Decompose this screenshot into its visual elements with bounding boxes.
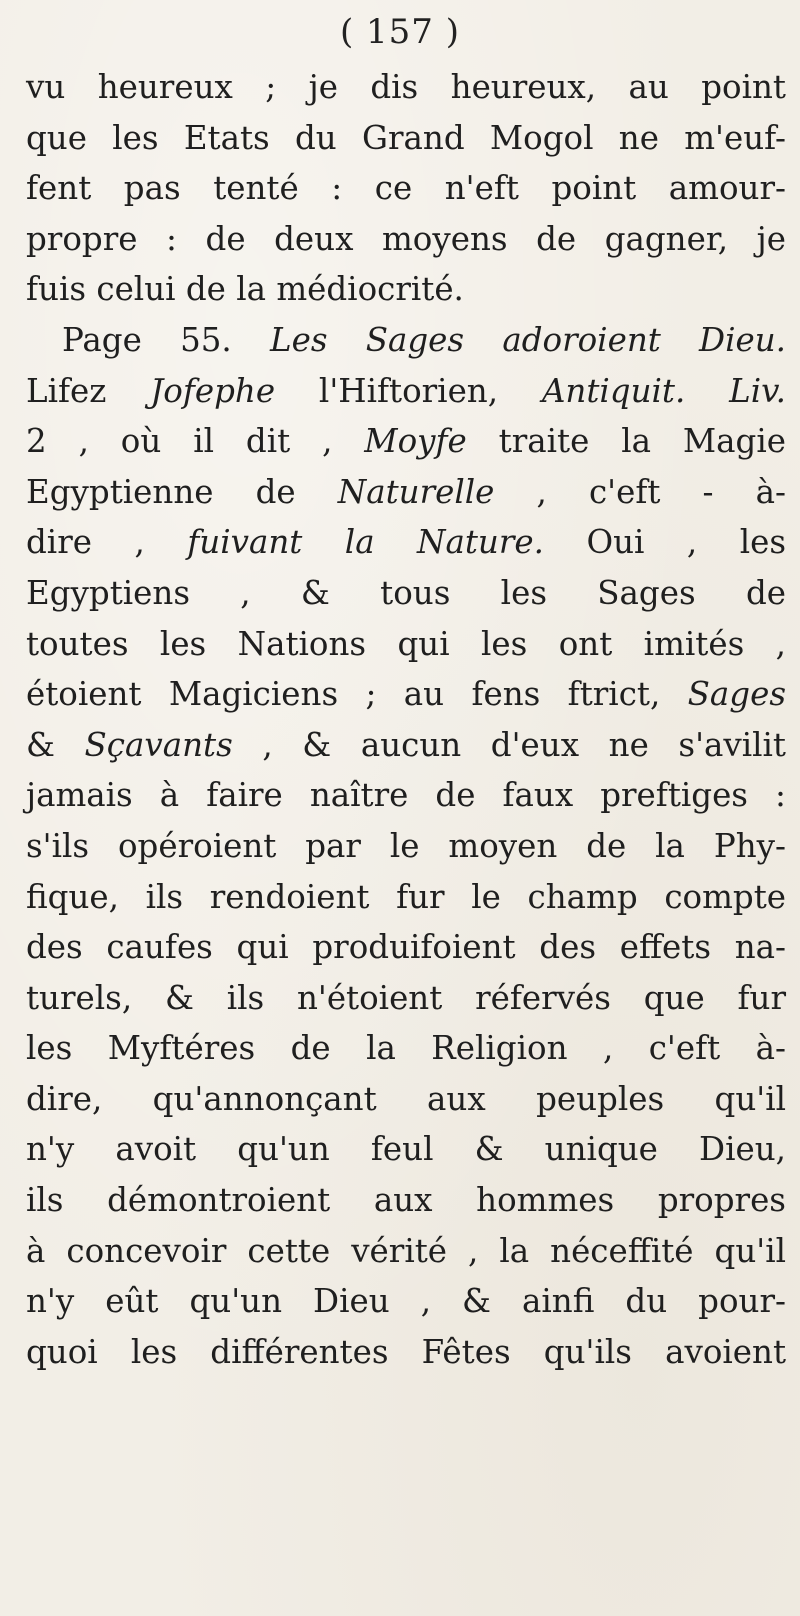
text-line (26, 366, 786, 417)
text-segment: Lifez (26, 371, 151, 410)
text-segment: Page 55. (62, 320, 270, 359)
text-segment: Naturelle (337, 472, 495, 511)
text-segment: Les Sages adoroient Dieu. (270, 320, 786, 359)
text-line (26, 1074, 786, 1125)
text-segment: quoi les différentes Fêtes qu'ils avoient (26, 1332, 786, 1371)
text-segment: dire , (26, 523, 188, 562)
text-segment: fique, ils rendoient fur le champ compte (26, 877, 786, 916)
text-segment: Antiquit. Liv. (541, 371, 786, 410)
text-segment: fuis celui de la médiocrité. (26, 270, 464, 309)
text-line (26, 214, 786, 265)
text-segment: traite la Magie (466, 422, 786, 461)
text-body (26, 62, 786, 1377)
text-segment: , & aucun d'eux ne s'avilit (232, 725, 786, 764)
text-segment: les Myftéres de la Religion , c'eft à- (26, 1029, 786, 1068)
text-line (26, 922, 786, 973)
text-line (26, 821, 786, 872)
text-line (26, 1327, 786, 1378)
text-line (26, 416, 786, 467)
text-segment: , c'eft - à- (494, 472, 786, 511)
text-line (26, 1124, 786, 1175)
text-segment: Egyptienne de (26, 472, 338, 511)
text-line (26, 720, 786, 771)
text-line (26, 619, 786, 670)
text-segment: étoient Magiciens ; au fens ftrict, (26, 675, 688, 714)
text-line (26, 568, 786, 619)
text-line (26, 163, 786, 214)
text-segment: fent pas tenté : ce n'eft point amour- (26, 169, 786, 208)
text-segment: Sçavants (84, 725, 233, 764)
text-segment: propre : de deux moyens de gagner, je (26, 219, 786, 258)
text-segment: fuivant la Nature. (187, 523, 544, 562)
text-line (26, 1023, 786, 1074)
text-segment: jamais à faire naître de faux preftiges : (26, 776, 786, 815)
text-segment: n'y eût qu'un Dieu , & ainfi du pour- (26, 1282, 786, 1321)
text-line (26, 113, 786, 164)
page-number: ( 157 ) (339, 12, 461, 52)
text-line (26, 264, 786, 315)
text-line (26, 669, 786, 720)
text-segment: 2 , où il dit , (26, 422, 365, 461)
text-line (26, 770, 786, 821)
text-segment: des caufes qui produifoient des effets na- (26, 928, 786, 967)
text-line (26, 315, 786, 366)
text-segment: dire, qu'annonçant aux peuples qu'il (26, 1079, 786, 1118)
text-segment: turels, & ils n'étoient réfervés que fur (26, 978, 786, 1017)
text-segment: Oui , les (543, 523, 786, 562)
text-line (26, 1175, 786, 1226)
text-segment: s'ils opéroient par le moyen de la Phy- (26, 826, 786, 865)
text-segment: l'Hiftorien, (275, 371, 542, 410)
text-segment: Sages (687, 675, 786, 714)
text-line (26, 973, 786, 1024)
text-segment: vu heureux ; je dis heureux, au point (26, 68, 786, 106)
text-line (26, 467, 786, 518)
text-segment: & (26, 725, 85, 764)
text-segment: toutes les Nations qui les ont imités , (26, 624, 786, 663)
text-segment: à concevoir cette vérité , la néceffité qu'il (26, 1231, 786, 1270)
text-line (26, 872, 786, 923)
text-line (26, 517, 786, 568)
text-segment: que les Etats du Grand Mogol ne m'euf- (26, 118, 786, 157)
text-segment: Egyptiens , & tous les Sages de (26, 573, 786, 612)
text-segment: Moyfe (364, 422, 467, 461)
text-segment: Jofephe (150, 371, 276, 410)
text-line (26, 62, 786, 113)
text-line (26, 1276, 786, 1327)
text-segment: n'y avoit qu'un feul & unique Dieu, (26, 1130, 786, 1169)
text-segment: ils démontroient aux hommes propres (26, 1181, 786, 1220)
text-line (26, 1226, 786, 1277)
